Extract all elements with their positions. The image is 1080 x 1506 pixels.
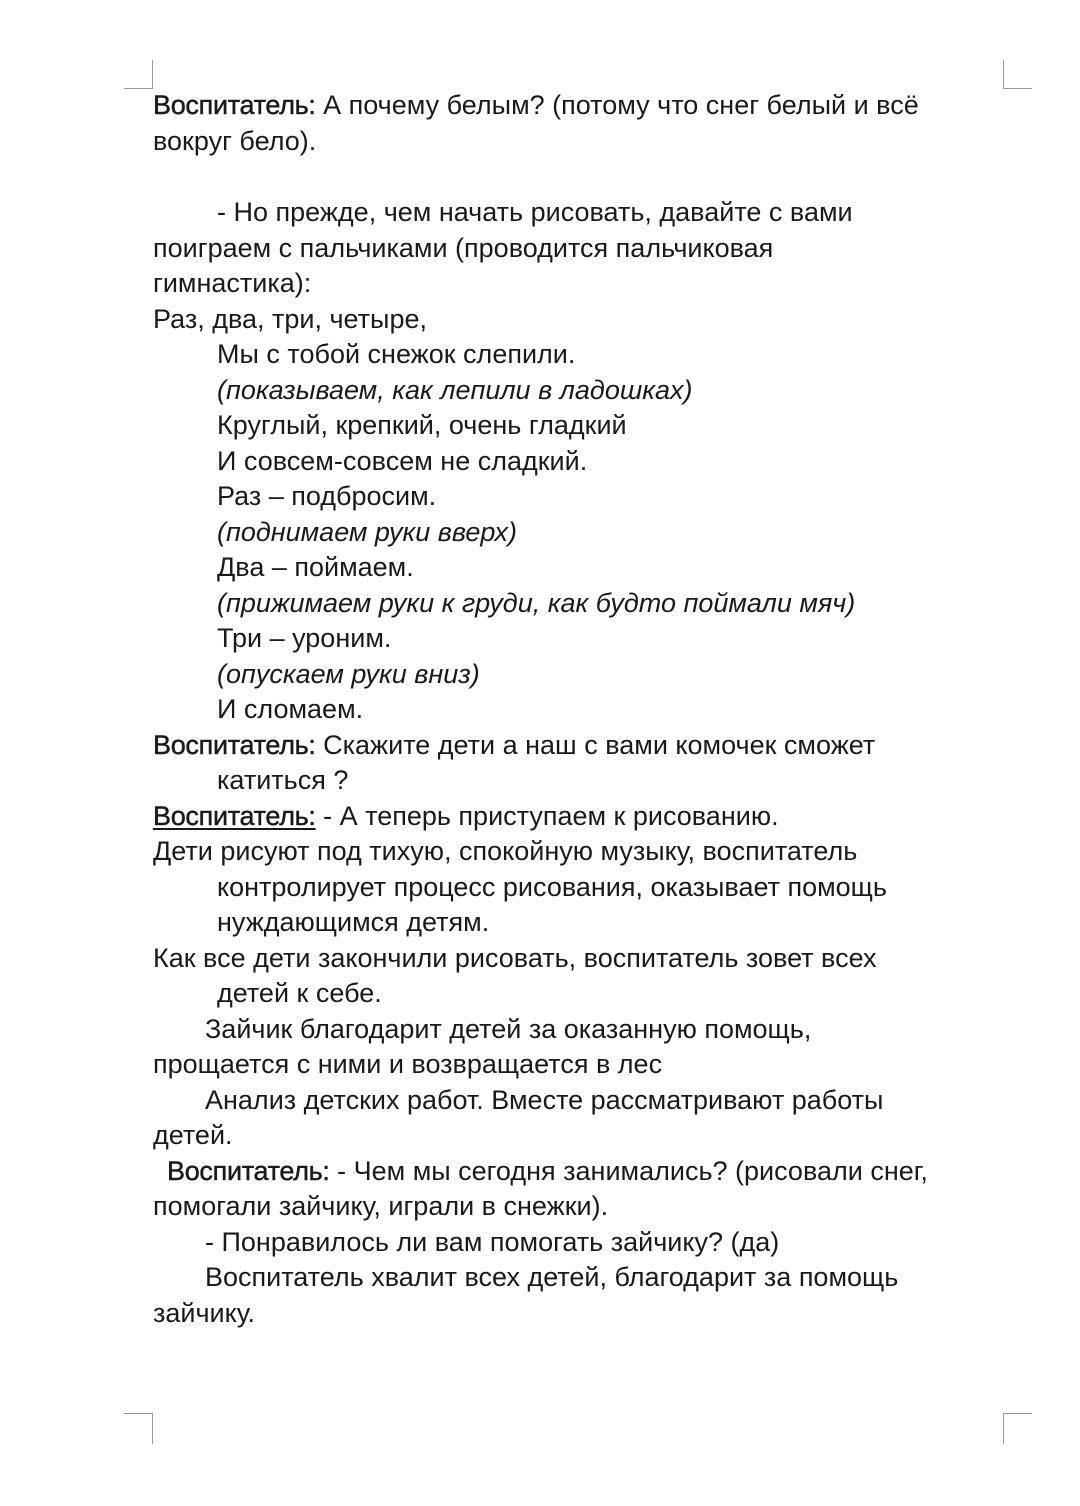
poem-stage-direction: (показываем, как лепили в ладошках) xyxy=(217,374,693,405)
crop-mark-top-left xyxy=(124,60,153,89)
poem-line: Мы с тобой снежок слепили. xyxy=(217,339,576,369)
paragraph-gap xyxy=(153,159,993,195)
paragraph-line: Зайчик благодарит детей за оказанную помощь, xyxy=(205,1013,812,1044)
paragraph-line xyxy=(153,799,993,835)
paragraph-text: - Чем мы сегодня занимались? (рисовали снег, xyxy=(329,1155,928,1186)
paragraph-line: - Но прежде, чем начать рисовать, давайте с вами xyxy=(217,197,853,227)
poem-stage-direction: (опускаем руки вниз) xyxy=(217,658,480,689)
paragraph-line: детей к себе. xyxy=(217,978,382,1008)
paragraph-line: Дети рисуют под тихую, спокойную музыку, воспитатель xyxy=(153,836,858,866)
speaker-label: Воспитатель: xyxy=(153,90,316,120)
paragraph-start-drawing xyxy=(153,799,993,835)
document-page-body xyxy=(153,88,993,1331)
poem-stage-direction: (прижимаем руки к груди, как будто поймали мяч) xyxy=(217,587,856,618)
speaker-label: Воспитатель: xyxy=(153,729,316,760)
paragraph-what-did-we-do xyxy=(153,1154,993,1225)
poem-line: Раз, два, три, четыре, xyxy=(153,303,427,334)
paragraph-line: помогали зайчику, играли в снежки). xyxy=(153,1191,609,1221)
paragraph-bunny-thanks xyxy=(153,1012,993,1083)
speaker-label: Воспитатель: xyxy=(153,800,316,831)
paragraph-line xyxy=(153,1154,993,1190)
poem-line: Раз – подбросим. xyxy=(217,481,437,511)
crop-mark-bottom-right xyxy=(1003,1413,1032,1444)
poem-line: И совсем-совсем не сладкий. xyxy=(217,445,588,476)
paragraph-snowball-roll xyxy=(153,728,993,799)
paragraph-why-white xyxy=(153,88,993,159)
crop-mark-bottom-left xyxy=(124,1413,153,1444)
poem-line: И сломаем. xyxy=(217,694,364,724)
paragraph-line xyxy=(153,728,993,764)
poem-block xyxy=(153,302,993,728)
paragraph-teacher-praises xyxy=(153,1260,993,1331)
paragraph-children-draw xyxy=(153,834,993,941)
paragraph-line: - Понравилось ли вам помогать зайчику? (да) xyxy=(205,1226,780,1257)
paragraph-line xyxy=(153,88,993,124)
paragraph-line: поиграем с пальчиками (проводится пальчиковая xyxy=(153,232,774,263)
poem-line: Два – поймаем. xyxy=(217,552,414,582)
paragraph-did-you-like xyxy=(153,1225,993,1261)
paragraph-line: нуждающимся детям. xyxy=(217,907,490,937)
crop-mark-top-right xyxy=(1003,60,1032,89)
paragraph-line: катиться ? xyxy=(217,765,349,795)
paragraph-finish-drawing xyxy=(153,941,993,1012)
paragraph-analysis xyxy=(153,1083,993,1154)
paragraph-text: - А теперь приступаем к рисованию. xyxy=(315,800,779,831)
paragraph-line: зайчику. xyxy=(153,1297,256,1328)
poem-line: Три – уроним. xyxy=(217,623,392,653)
paragraph-line: детей. xyxy=(153,1120,233,1150)
paragraph-text: Скажите дети а наш с вами комочек сможет xyxy=(315,729,876,760)
poem-stage-direction: (поднимаем руки вверх) xyxy=(217,516,518,547)
paragraph-line: вокруг бело). xyxy=(153,125,317,156)
paragraph-line: прощается с ними и возвращается в лес xyxy=(153,1049,663,1079)
paragraph-text: А почему белым? (потому что снег белый и всё xyxy=(315,90,919,120)
paragraph-finger-gymnastics xyxy=(153,195,993,302)
speaker-label: Воспитатель: xyxy=(167,1155,330,1186)
paragraph-line: контролирует процесс рисования, оказывает помощь xyxy=(217,871,887,902)
poem-line: Круглый, крепкий, очень гладкий xyxy=(217,410,627,440)
paragraph-line: Как все дети закончили рисовать, воспитатель зовет всех xyxy=(153,942,877,973)
paragraph-line: Воспитатель хвалит всех детей, благодарит за помощь xyxy=(205,1262,899,1292)
paragraph-line: Анализ детских работ. Вместе рассматривают работы xyxy=(205,1084,884,1115)
paragraph-line: гимнастика): xyxy=(153,268,312,298)
